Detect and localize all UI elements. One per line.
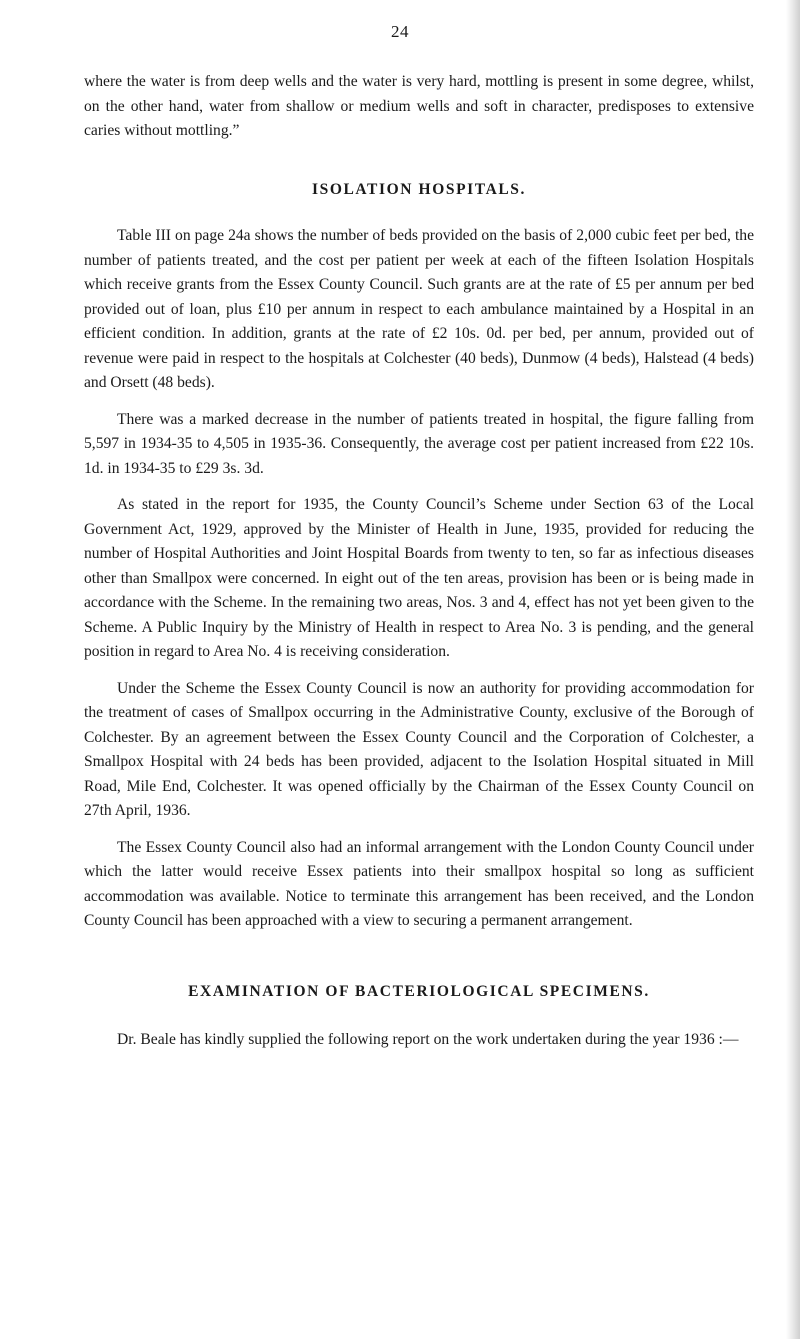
paragraph-table-iii: Table III on page 24a shows the number of beds provided on the basis of 2,000 cubic feet per bed, the number of patients treated, and the cost per patient per week at each of the fifteen Isolation Hospitals which receive grants from the Essex County Council. Such grants are at the rate of £5 per annum per bed provided out of loan, plus £10 per annum in respect to each ambulance maintained by a Hospital in an efficient condition. In addition, grants at the rate of £2 10s. 0d. per bed, per annum, provided out of revenue were paid in respect to the hospitals at Colchester (40 beds), Dunmow (4 beds), Halstead (4 beds) and Orsett (48 beds). — [84, 227, 754, 391]
page-body — [84, 70, 754, 1053]
section-heading-isolation-hospitals: ISOLATION HOSPITALS. — [311, 180, 527, 198]
paragraph-london-arrangement: The Essex County Council also had an informal arrangement with the London County Council under which the latter would receive Essex patients into their smallpox hospital so long as sufficient accommodation was available. Notice to terminate this arrangement has been received, and the London County Council has been approached with a view to securing a permanent arrangement. — [84, 838, 754, 929]
page-edge-shadow — [786, 0, 800, 1339]
intro-paragraph: where the water is from deep wells and the water is very hard, mottling is present in some degree, whilst, on the other hand, water from shallow or medium wells and soft in character, predisposes to extensive caries without mottling.” — [84, 73, 754, 139]
page-number: 24 — [391, 22, 409, 41]
paragraph-patient-decrease: There was a marked decrease in the number of patients treated in hospital, the figure falling from 5,597 in 1934-35 to 4,505 in 1935-36. Consequently, the average cost per patient increased from £22 10s. 1d. in 1934-35 to £29 3s. 3d. — [84, 410, 754, 477]
paragraph-scheme-section-63: As stated in the report for 1935, the County Council’s Scheme under Section 63 of the Local Government Act, 1929, approved by the Minister of Health in June, 1935, provided for reducing the number of Hospital Authorities and Joint Hospital Boards from twenty to ten, so far as infectious diseases other than Smallpox were concerned. In eight out of the ten areas, provision has been or is being made in accordance with the Scheme. In the remaining two areas, Nos. 3 and 4, effect has not yet been given to the Scheme. A Public Inquiry by the Ministry of Health in respect to Area No. 3 is pending, and the general position in regard to Area No. 4 is receiving consideration. — [84, 496, 754, 660]
paragraph-dr-beale-report: Dr. Beale has kindly supplied the following report on the work undertaken during the year 1936 :— — [117, 1031, 739, 1048]
section-heading-bacteriological-specimens: EXAMINATION OF BACTERIOLOGICAL SPECIMENS. — [188, 982, 650, 1000]
paragraph-smallpox-accommodation: Under the Scheme the Essex County Council is now an authority for providing accommodation for the treatment of cases of Smallpox occurring in the Administrative County, exclusive of the Borough of Colchester. By an agreement between the Essex County Council and the Corporation of Colchester, a Smallpox Hospital with 24 beds has been provided, adjacent to the Isolation Hospital situated in Mill Road, Mile End, Colchester. It was opened officially by the Chairman of the Essex County Council on 27th April, 1936. — [84, 679, 754, 819]
